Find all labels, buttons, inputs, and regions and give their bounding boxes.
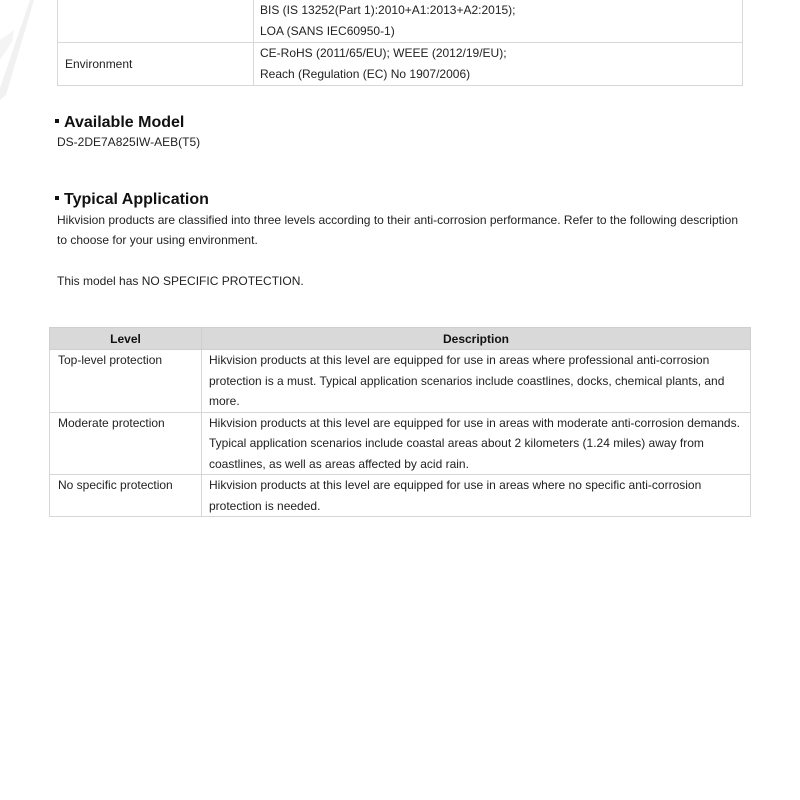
spec-value-line: BIS (IS 13252(Part 1):2010+A1:2013+A2:2015); bbox=[260, 3, 516, 17]
model-number: DS-2DE7A825IW-AEB(T5) bbox=[57, 135, 201, 149]
table-row bbox=[58, 0, 743, 43]
spec-value bbox=[254, 43, 743, 86]
bullet-icon bbox=[55, 196, 59, 200]
level-cell: No specific protection bbox=[50, 475, 202, 517]
level-cell: Top-level protection bbox=[50, 350, 202, 413]
table-header-row bbox=[50, 328, 751, 350]
table-row bbox=[58, 43, 743, 86]
column-header-level: Level bbox=[50, 328, 202, 350]
description-cell: Hikvision products at this level are equipped for use in areas where no specific anti-corrosion protection is needed. bbox=[202, 475, 751, 517]
watermark-graphic bbox=[0, 0, 40, 100]
spec-value-line: Reach (Regulation (EC) No 1907/2006) bbox=[260, 67, 471, 81]
protection-table bbox=[49, 327, 751, 517]
typical-application-intro: Hikvision products are classified into three levels according to their anti-corrosion performance. Refer to the following description to choose for your using environment. bbox=[57, 213, 738, 247]
column-header-description: Description bbox=[202, 328, 751, 350]
typical-application-heading-text: Typical Application bbox=[64, 191, 209, 208]
spec-value-line: CE-RoHS (2011/65/EU); WEEE (2012/19/EU); bbox=[260, 46, 507, 60]
spec-label bbox=[58, 0, 254, 43]
typical-application-heading bbox=[55, 190, 209, 210]
table-row bbox=[50, 475, 751, 517]
level-cell: Moderate protection bbox=[50, 412, 202, 475]
bullet-icon bbox=[55, 119, 59, 123]
spec-value-line: LOA (SANS IEC60950-1) bbox=[260, 24, 395, 38]
description-cell: Hikvision products at this level are equipped for use in areas where professional anti-corrosion protection is a must. Typical application scenarios include coastlines, docks, chemical plants, and more. bbox=[202, 350, 751, 413]
spec-value bbox=[254, 0, 743, 43]
spec-label: Environment bbox=[58, 43, 254, 86]
description-cell: Hikvision products at this level are equipped for use in areas with moderate anti-corrosion demands. Typical application scenarios include coastal areas about 2 kilometers (1.24 miles) away from coastlines, as well as areas affected by acid rain. bbox=[202, 412, 751, 475]
protection-note: This model has NO SPECIFIC PROTECTION. bbox=[57, 274, 304, 288]
spec-table bbox=[57, 0, 743, 86]
table-row bbox=[50, 412, 751, 475]
table-row bbox=[50, 350, 751, 413]
available-model-heading bbox=[55, 113, 184, 133]
available-model-heading-text: Available Model bbox=[64, 114, 185, 131]
